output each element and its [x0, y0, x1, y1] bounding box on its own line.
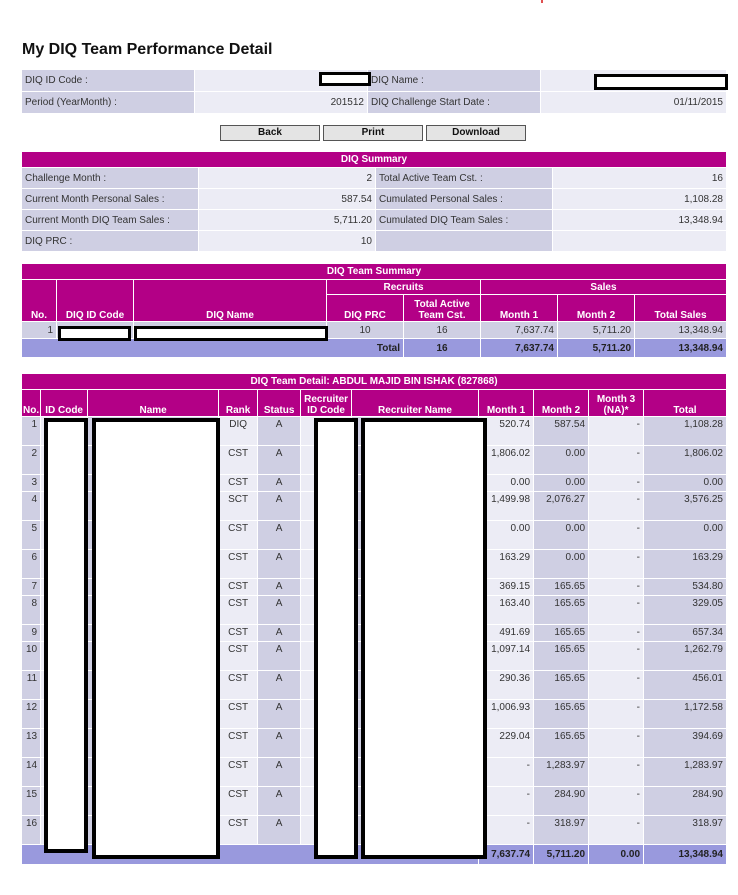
- total-active-value: 16: [553, 168, 726, 188]
- row-status: A: [258, 492, 300, 520]
- row-month-3: -: [589, 492, 643, 520]
- detail-total: 13,348.94: [644, 845, 726, 864]
- period-value: 201512: [195, 92, 367, 113]
- row-total: 329.05: [644, 596, 726, 624]
- challenge-month-label: Challenge Month :: [22, 168, 198, 188]
- cum-team-value: 13,348.94: [553, 210, 726, 230]
- row-month-3: -: [589, 417, 643, 445]
- row-rank: CST: [219, 521, 257, 549]
- row-total: 318.97: [644, 816, 726, 844]
- row-month-1: 163.29: [479, 550, 533, 578]
- col-month-1: Month 1: [481, 295, 557, 321]
- row-no: 11: [22, 671, 40, 699]
- row-no: 10: [22, 642, 40, 670]
- row-month-2: 165.65: [534, 579, 588, 595]
- row-no: 1: [22, 417, 40, 445]
- col-total-sales: Total Sales: [635, 295, 726, 321]
- row-month-3: -: [589, 475, 643, 491]
- empty-cell: [553, 231, 726, 251]
- row-rank: CST: [219, 550, 257, 578]
- row-month-2: 284.90: [534, 787, 588, 815]
- row-month-3: -: [589, 816, 643, 844]
- row-rank: CST: [219, 758, 257, 786]
- row-month-2: 165.65: [534, 700, 588, 728]
- row-month-3: -: [589, 550, 643, 578]
- row-month-1: 290.36: [479, 671, 533, 699]
- row-total: 1,283.97: [644, 758, 726, 786]
- row-month-1: 1,499.98: [479, 492, 533, 520]
- row-rank: CST: [219, 729, 257, 757]
- row-month-3: -: [589, 446, 643, 474]
- row-total: 0.00: [644, 475, 726, 491]
- row-no: 5: [22, 521, 40, 549]
- col-no: No.: [22, 280, 56, 321]
- col-total-active: Total Active Team Cst.: [404, 295, 480, 321]
- row-prc: 10: [327, 322, 403, 338]
- row-total: 1,172.58: [644, 700, 726, 728]
- id-code-label: DIQ ID Code :: [22, 70, 194, 91]
- col-recruiter-name: Recruiter Name: [352, 390, 478, 416]
- row-no: 3: [22, 475, 40, 491]
- row-rank: CST: [219, 579, 257, 595]
- row-no: 7: [22, 579, 40, 595]
- col-name: Name: [88, 390, 218, 416]
- row-month-1: 1,097.14: [479, 642, 533, 670]
- sales-group: Sales: [481, 280, 726, 294]
- team-summary-title: DIQ Team Summary: [22, 264, 726, 279]
- row-month-2: 165.65: [534, 642, 588, 670]
- total-month-1: 7,637.74: [481, 339, 557, 357]
- row-no: 13: [22, 729, 40, 757]
- cur-personal-value: 587.54: [199, 189, 375, 209]
- challenge-month-value: 2: [199, 168, 375, 188]
- row-status: A: [258, 700, 300, 728]
- row-no: 12: [22, 700, 40, 728]
- total-active: 16: [404, 339, 480, 357]
- recruits-group: Recruits: [327, 280, 480, 294]
- col-month-1: Month 1: [479, 390, 533, 416]
- row-total: 0.00: [644, 521, 726, 549]
- row-no: 2: [22, 446, 40, 474]
- row-month-1: 520.74: [479, 417, 533, 445]
- row-active: 16: [404, 322, 480, 338]
- col-total: Total: [644, 390, 726, 416]
- period-label: Period (YearMonth) :: [22, 92, 194, 113]
- row-rank: DIQ: [219, 417, 257, 445]
- row-status: A: [258, 596, 300, 624]
- red-marker: [541, 0, 543, 3]
- print-button[interactable]: Print: [323, 125, 423, 141]
- row-rank: CST: [219, 642, 257, 670]
- row-status: A: [258, 816, 300, 844]
- row-no: 15: [22, 787, 40, 815]
- row-month-2: 165.65: [534, 625, 588, 641]
- start-date-label: DIQ Challenge Start Date :: [368, 92, 540, 113]
- row-rank: CST: [219, 700, 257, 728]
- row-month-3: -: [589, 787, 643, 815]
- redacted-diq-name-row: [134, 326, 328, 341]
- diq-name-label: DIQ Name :: [368, 70, 540, 91]
- row-month-2: 0.00: [534, 521, 588, 549]
- total-label: Total: [22, 339, 403, 357]
- redacted-diq-name: [594, 74, 728, 90]
- row-month-3: -: [589, 758, 643, 786]
- total-active-label: Total Active Team Cst. :: [376, 168, 552, 188]
- total-month-2: 5,711.20: [558, 339, 634, 357]
- col-diq-name: DIQ Name: [134, 280, 326, 321]
- row-status: A: [258, 446, 300, 474]
- row-total: 657.34: [644, 625, 726, 641]
- prc-label: DIQ PRC :: [22, 231, 198, 251]
- col-no: No.: [22, 390, 40, 416]
- start-date-value: 01/11/2015: [541, 92, 726, 113]
- col-rank: Rank: [219, 390, 257, 416]
- col-diq-id: DIQ ID Code: [57, 280, 133, 321]
- row-month-3: -: [589, 579, 643, 595]
- row-total: 3,576.25: [644, 492, 726, 520]
- row-rank: CST: [219, 625, 257, 641]
- col-id-code: ID Code: [41, 390, 87, 416]
- row-month-3: -: [589, 642, 643, 670]
- col-month-2: Month 2: [534, 390, 588, 416]
- row-month-2: 2,076.27: [534, 492, 588, 520]
- back-button[interactable]: Back: [220, 125, 320, 141]
- cum-team-label: Cumulated DIQ Team Sales :: [376, 210, 552, 230]
- row-status: A: [258, 579, 300, 595]
- row-month-3: -: [589, 596, 643, 624]
- row-month-1: 0.00: [479, 521, 533, 549]
- row-total: 1,108.28: [644, 417, 726, 445]
- row-status: A: [258, 642, 300, 670]
- row-month-3: -: [589, 671, 643, 699]
- page-title: My DIQ Team Performance Detail: [22, 41, 273, 58]
- row-month-1: 491.69: [479, 625, 533, 641]
- row-rank: CST: [219, 787, 257, 815]
- redacted-diq-id: [58, 326, 131, 341]
- row-total: 163.29: [644, 550, 726, 578]
- row-month-2: 5,711.20: [558, 322, 634, 338]
- row-total: 456.01: [644, 671, 726, 699]
- row-no: 14: [22, 758, 40, 786]
- row-month-3: -: [589, 729, 643, 757]
- col-month-2: Month 2: [558, 295, 634, 321]
- row-status: A: [258, 417, 300, 445]
- summary-title: DIQ Summary: [22, 152, 726, 167]
- row-month-1: 7,637.74: [481, 322, 557, 338]
- row-month-2: 318.97: [534, 816, 588, 844]
- row-rank: CST: [219, 816, 257, 844]
- detail-total-month-3: 0.00: [589, 845, 643, 864]
- download-button[interactable]: Download: [426, 125, 526, 141]
- cur-personal-label: Current Month Personal Sales :: [22, 189, 198, 209]
- row-rank: SCT: [219, 492, 257, 520]
- redacted-id-code: [319, 72, 371, 86]
- row-total: 394.69: [644, 729, 726, 757]
- row-status: A: [258, 521, 300, 549]
- row-month-2: 1,283.97: [534, 758, 588, 786]
- cum-personal-label: Cumulated Personal Sales :: [376, 189, 552, 209]
- team-summary-table: [21, 263, 727, 358]
- row-status: A: [258, 475, 300, 491]
- row-rank: CST: [219, 446, 257, 474]
- row-no: 1: [22, 322, 56, 338]
- row-month-1: 1,006.93: [479, 700, 533, 728]
- row-rank: CST: [219, 475, 257, 491]
- cum-personal-value: 1,108.28: [553, 189, 726, 209]
- redacted-names: [92, 418, 220, 859]
- row-month-1: 369.15: [479, 579, 533, 595]
- row-month-1: 163.40: [479, 596, 533, 624]
- row-status: A: [258, 729, 300, 757]
- row-no: 16: [22, 816, 40, 844]
- row-status: A: [258, 758, 300, 786]
- row-month-2: 165.65: [534, 596, 588, 624]
- row-month-2: 0.00: [534, 446, 588, 474]
- redacted-recruiter-names: [361, 418, 487, 859]
- row-total: 1,262.79: [644, 642, 726, 670]
- row-rank: CST: [219, 596, 257, 624]
- row-month-2: 0.00: [534, 475, 588, 491]
- row-month-1: 0.00: [479, 475, 533, 491]
- detail-total-month-2: 5,711.20: [534, 845, 588, 864]
- empty-cell: [376, 231, 552, 251]
- row-month-3: -: [589, 521, 643, 549]
- row-month-1: -: [479, 758, 533, 786]
- row-total: 1,806.02: [644, 446, 726, 474]
- prc-value: 10: [199, 231, 375, 251]
- row-total: 534.80: [644, 579, 726, 595]
- total-sales: 13,348.94: [635, 339, 726, 357]
- row-total: 284.90: [644, 787, 726, 815]
- detail-title: DIQ Team Detail: ABDUL MAJID BIN ISHAK (827868): [22, 374, 726, 389]
- row-month-3: -: [589, 625, 643, 641]
- row-status: A: [258, 787, 300, 815]
- row-month-2: 165.65: [534, 671, 588, 699]
- row-no: 4: [22, 492, 40, 520]
- col-status: Status: [258, 390, 300, 416]
- row-no: 6: [22, 550, 40, 578]
- row-rank: CST: [219, 671, 257, 699]
- redacted-id-codes: [44, 418, 88, 853]
- cur-team-value: 5,711.20: [199, 210, 375, 230]
- row-month-1: 229.04: [479, 729, 533, 757]
- col-month-3: Month 3 (NA)*: [589, 390, 643, 416]
- row-month-1: -: [479, 816, 533, 844]
- row-month-1: 1,806.02: [479, 446, 533, 474]
- row-status: A: [258, 625, 300, 641]
- row-month-2: 165.65: [534, 729, 588, 757]
- row-status: A: [258, 550, 300, 578]
- redacted-recruiter-ids: [314, 418, 358, 859]
- row-no: 8: [22, 596, 40, 624]
- row-month-1: -: [479, 787, 533, 815]
- row-month-2: 587.54: [534, 417, 588, 445]
- row-no: 9: [22, 625, 40, 641]
- cur-team-label: Current Month DIQ Team Sales :: [22, 210, 198, 230]
- row-month-3: -: [589, 700, 643, 728]
- detail-total-month-1: 7,637.74: [479, 845, 533, 864]
- row-status: A: [258, 671, 300, 699]
- col-recruiter-id: Recruiter ID Code: [301, 390, 351, 416]
- col-diq-prc: DIQ PRC: [327, 295, 403, 321]
- row-total: 13,348.94: [635, 322, 726, 338]
- row-month-2: 0.00: [534, 550, 588, 578]
- diq-summary-table: [21, 151, 727, 252]
